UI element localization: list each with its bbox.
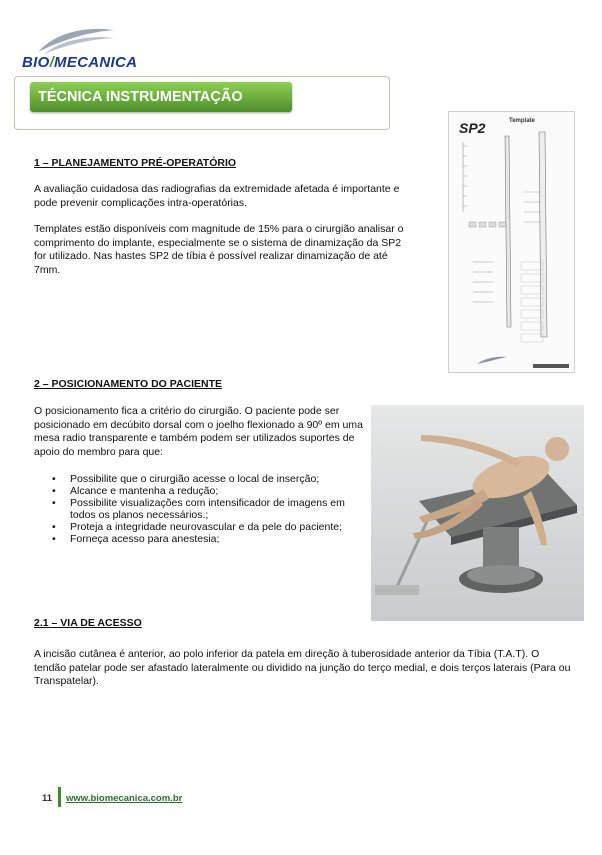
list-item: • Forneça acesso para anestesia; [50, 533, 370, 545]
template-image [448, 111, 575, 373]
paragraph-via-de-acesso: A incisão cutânea é anterior, ao polo inferior da patela em direção à tuberosidade anterior da Tíbia (T.A.T). O tendão patelar pode ser afastado lateralmente ou dividido na junção do terço medial, e dois terços laterais (Para ou Transpatelar). [34, 648, 571, 687]
paragraph-planejamento-2: Templates estão disponíveis com magnitude de 15% para o cirurgião analisar o comprimento do implante, especialmente se o sistema de dinamização da SP2 for utilizado. Nas hastes SP2 de tíbia é possível realizar dinamização de até 7mm. [34, 223, 404, 276]
surgical-table-icon [371, 405, 584, 621]
section-banner [30, 82, 292, 112]
logo-swoosh-icon [36, 26, 116, 56]
heading-posicionamento: 2 – POSICIONAMENTO DO PACIENTE [34, 378, 223, 390]
footer-divider [58, 787, 61, 807]
heading-planejamento: 1 – PLANEJAMENTO PRÉ-OPERATÓRIO [34, 157, 237, 169]
paragraph-planejamento-1: A avaliação cuidadosa das radiografias da extremidade afetada é importante e pode prevenir complicações intra-operatórias. [34, 183, 400, 209]
page-title: TÉCNICA INSTRUMENTAÇÃO [38, 89, 243, 105]
heading-via-de-acesso: 2.1 – VIA DE ACESSO [34, 617, 142, 629]
list-item: • Alcance e mantenha a redução; [50, 485, 370, 497]
company-logo [22, 26, 142, 72]
page-number: 11 [42, 793, 53, 804]
website-link[interactable]: www.biomecanica.com.br [66, 793, 183, 804]
list-item: • Proteja a integridade neurovascular e da pele do paciente; [50, 521, 370, 533]
logo-text: BIO/MECANICA [22, 54, 138, 71]
template-title: Template [509, 118, 535, 124]
patient-positioning-image [371, 405, 584, 621]
list-item: • Possibilite que o cirurgião acesse o local de inserção; [50, 473, 370, 485]
template-brand: SP2 [459, 120, 486, 136]
list-item: • Possibilite visualizações com intensificador de imagens em todos os planos necessários.; [50, 497, 370, 521]
template-drawing-icon [449, 112, 576, 374]
paragraph-posicionamento: O posicionamento fica a critério do cirurgião. O paciente pode ser posicionado em decúbito dorsal com o joelho flexionado a 90º em uma mesa radio transparente e também podem ser utilizados suportes de apoio do membro para que: [34, 405, 363, 458]
bullet-list [50, 473, 370, 545]
